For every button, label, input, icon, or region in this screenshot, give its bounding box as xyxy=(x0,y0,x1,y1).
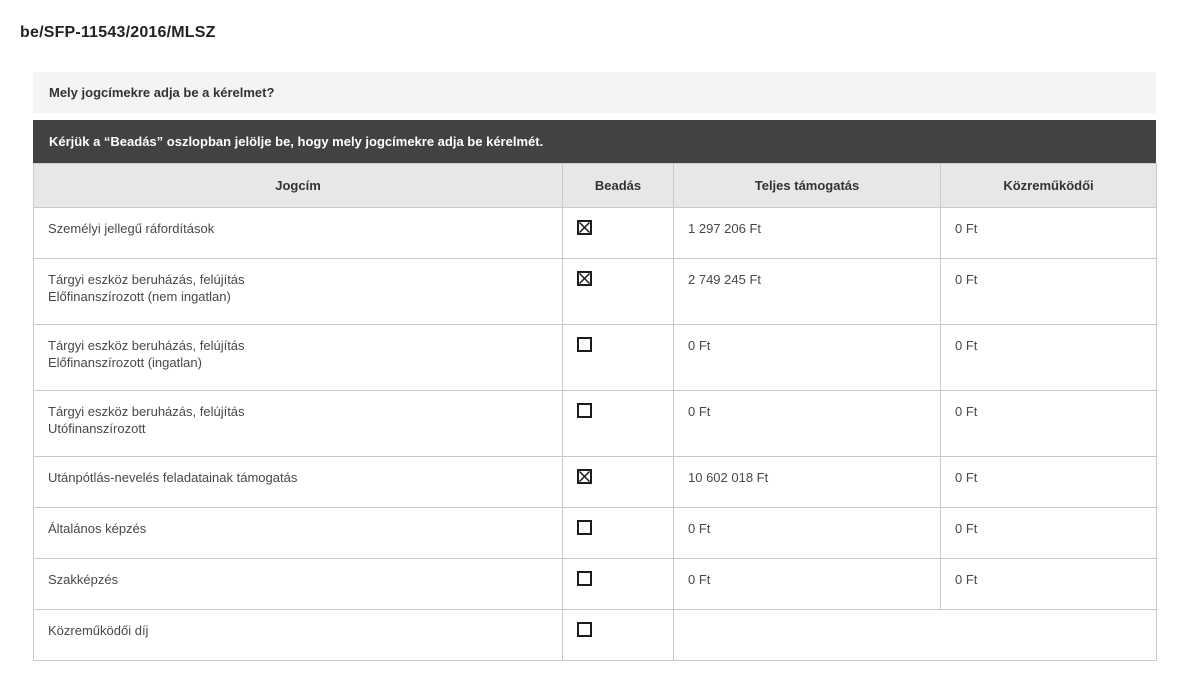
jogcim-cell xyxy=(34,325,563,391)
kozremukodoi-cell: 0 Ft xyxy=(941,559,1157,610)
jogcim-cell xyxy=(34,610,563,661)
kozremukodoi-cell: 0 Ft xyxy=(941,391,1157,457)
beadas-cell xyxy=(563,259,674,325)
teljes-tamogatas-cell: 0 Ft xyxy=(674,508,941,559)
teljes-tamogatas-cell: 1 297 206 Ft xyxy=(674,208,941,259)
jogcim-cell xyxy=(34,391,563,457)
beadas-checkbox[interactable] xyxy=(577,337,592,352)
table-row xyxy=(34,325,1157,391)
column-header-beadas: Beadás xyxy=(563,164,674,208)
jogcim-cell xyxy=(34,457,563,508)
table-instruction: Kérjük a “Beadás” oszlopban jelölje be, hogy mely jogcímekre adja be kérelmét. xyxy=(49,134,544,149)
beadas-checkbox-checked[interactable] xyxy=(577,271,592,286)
kozremukodoi-cell: 0 Ft xyxy=(941,208,1157,259)
beadas-checkbox-checked[interactable] xyxy=(577,469,592,484)
jogcim-cell xyxy=(34,559,563,610)
teljes-tamogatas-cell: 0 Ft xyxy=(674,391,941,457)
column-header-teljes-tamogatas: Teljes támogatás xyxy=(674,164,941,208)
checkbox-x-icon xyxy=(579,471,590,482)
kozremukodoi-cell: 0 Ft xyxy=(941,259,1157,325)
column-header-jogcim: Jogcím xyxy=(34,164,563,208)
beadas-checkbox[interactable] xyxy=(577,520,592,535)
beadas-checkbox[interactable] xyxy=(577,622,592,637)
table-row xyxy=(34,457,1157,508)
beadas-checkbox-checked[interactable] xyxy=(577,220,592,235)
table-header-row xyxy=(34,164,1157,208)
kozremukodoi-cell: 0 Ft xyxy=(941,457,1157,508)
section-heading: Mely jogcímekre adja be a kérelmet? xyxy=(49,85,275,100)
jogcim-line: Szakképzés xyxy=(48,572,119,587)
kozremukodoi-cell: 0 Ft xyxy=(941,508,1157,559)
beadas-checkbox[interactable] xyxy=(577,571,592,586)
teljes-tamogatas-cell: 2 749 245 Ft xyxy=(674,259,941,325)
beadas-cell xyxy=(563,559,674,610)
jogcim-line: Tárgyi eszköz beruházás, felújítás xyxy=(48,272,245,287)
content xyxy=(33,72,1156,661)
jogcim-line: Előfinanszírozott (nem ingatlan) xyxy=(48,289,231,304)
section-heading-bar xyxy=(33,72,1156,113)
kozremukodoi-cell: 0 Ft xyxy=(941,325,1157,391)
jogcim-cell xyxy=(34,259,563,325)
table-body xyxy=(34,208,1157,661)
jogcim-table xyxy=(33,163,1157,661)
beadas-checkbox[interactable] xyxy=(577,403,592,418)
table-row xyxy=(34,559,1157,610)
jogcim-line: Utófinanszírozott xyxy=(48,421,146,436)
beadas-cell xyxy=(563,208,674,259)
table-row xyxy=(34,208,1157,259)
jogcim-line: Utánpótlás-nevelés feladatainak támogatás xyxy=(48,470,298,485)
table-instruction-bar xyxy=(33,120,1156,163)
teljes-tamogatas-cell: 10 602 018 Ft xyxy=(674,457,941,508)
column-header-kozremukodoi: Közreműködői xyxy=(941,164,1157,208)
table-row xyxy=(34,391,1157,457)
beadas-cell xyxy=(563,610,674,661)
checkbox-x-icon xyxy=(579,273,590,284)
table-row xyxy=(34,508,1157,559)
checkbox-x-icon xyxy=(579,222,590,233)
beadas-cell xyxy=(563,457,674,508)
merged-empty-cell xyxy=(674,610,1157,661)
table-row xyxy=(34,259,1157,325)
teljes-tamogatas-cell: 0 Ft xyxy=(674,325,941,391)
jogcim-line: Tárgyi eszköz beruházás, felújítás xyxy=(48,404,245,419)
jogcim-cell xyxy=(34,208,563,259)
jogcim-line: Előfinanszírozott (ingatlan) xyxy=(48,355,202,370)
beadas-cell xyxy=(563,325,674,391)
beadas-cell xyxy=(563,508,674,559)
jogcim-line: Személyi jellegű ráfordítások xyxy=(48,221,215,236)
jogcim-line: Általános képzés xyxy=(48,521,147,536)
jogcim-line: Tárgyi eszköz beruházás, felújítás xyxy=(48,338,245,353)
beadas-cell xyxy=(563,391,674,457)
page-title: be/SFP-11543/2016/MLSZ xyxy=(20,24,216,41)
jogcim-line: Közreműködői díj xyxy=(48,623,149,638)
table-row xyxy=(34,610,1157,661)
jogcim-cell xyxy=(34,508,563,559)
teljes-tamogatas-cell: 0 Ft xyxy=(674,559,941,610)
